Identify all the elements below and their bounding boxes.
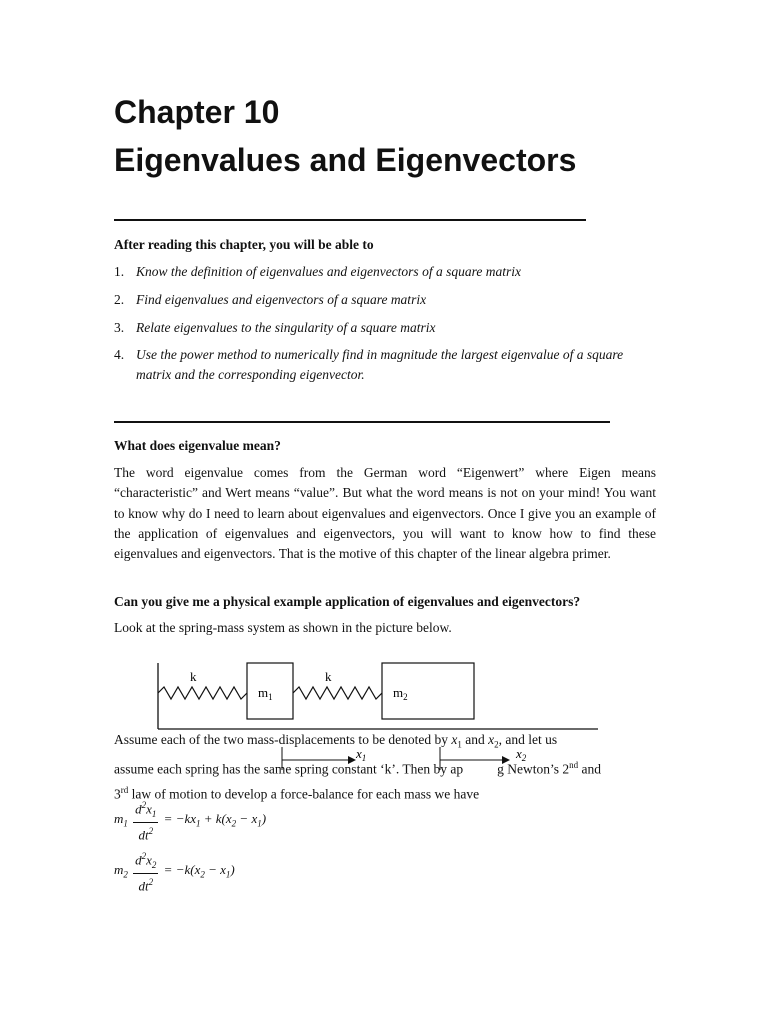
eq-mass: m: [114, 862, 124, 878]
derivative-fraction: [133, 797, 158, 843]
eq-text: x: [146, 801, 152, 817]
subscript: 1: [151, 808, 157, 819]
spring-1-label: k: [190, 669, 197, 684]
text-run: and: [578, 761, 602, 777]
subscript: 1: [457, 739, 462, 750]
subscript: 1: [123, 818, 128, 829]
eq-text: d: [135, 852, 142, 868]
assumption-paragraph: [114, 730, 656, 805]
assumption-line: [114, 755, 656, 780]
spring-2-label: k: [325, 669, 332, 684]
displacement-1-label: $x_1$: [356, 746, 367, 763]
superscript: 2: [148, 876, 154, 887]
denominator: [133, 823, 158, 843]
chapter-title: Eigenvalues and Eigenvectors: [114, 142, 577, 178]
eq-text: = −kx: [160, 811, 197, 827]
eq-text: = −k(x: [160, 862, 201, 878]
objective-item: Use the power method to numerically find in magnitude the largest eigenvalue of a square matrix and the corresponding eigenvector.: [136, 347, 624, 382]
section-question: What does eigenvalue mean?: [114, 438, 281, 453]
text-run: assume each spring has the same spring constant ‘k’. Then by ap: [114, 761, 464, 777]
subscript: 1: [196, 818, 201, 829]
eq-text: dt: [138, 827, 149, 843]
eq-text: ): [230, 862, 235, 878]
superscript: nd: [569, 759, 579, 770]
objective-item: Find eigenvalues and eigenvectors of a square matrix: [136, 292, 427, 307]
superscript: rd: [120, 784, 129, 795]
objective-item: Relate eigenvalues to the singularity of a square matrix: [136, 320, 436, 335]
mass-1-block: [247, 663, 293, 719]
text-run: , and let us: [498, 732, 558, 747]
eq-text: + k(x: [200, 811, 232, 827]
derivative-fraction: [133, 848, 158, 894]
displacement-2-label: $x_2$: [516, 746, 527, 763]
var-x2: x: [488, 732, 495, 747]
numerator: [133, 848, 158, 874]
text-run: g Newton’s 2: [497, 761, 570, 777]
objective-number: 4.: [114, 347, 125, 362]
eq-text: x: [146, 852, 152, 868]
eq-text: dt: [138, 878, 149, 894]
mass-1-label: $m_1$: [258, 685, 273, 702]
mass-2-label: $m_2$: [393, 685, 408, 702]
body-paragraph: The word eigenvalue comes from the German word “Eigenwert” where Eigen means “characteristic” and Wert means “value”. But what the word means is not on your mind! You want to know why do I need to learn about eigenvalues and eigenvectors. Once I give you an example of the application of eigenvalues and eigenvectors, you will want to know how to find these eigenvalues and eigenvectors. That is the motive of this chapter of the linear algebra primer.: [114, 465, 656, 562]
text-run: law of motion to develop a force-balance for each mass we have: [128, 786, 480, 802]
spring-1: [158, 687, 247, 699]
subscript: 2: [200, 869, 205, 880]
text-run: 3: [114, 786, 121, 802]
eq-text: ): [261, 811, 267, 827]
eq-mass: m: [114, 811, 124, 827]
equation-2: [114, 848, 235, 894]
subscript: 2: [123, 869, 128, 880]
subscript: 2: [151, 859, 157, 870]
superscript: 2: [141, 851, 147, 861]
objectives-divider: [114, 421, 610, 423]
eq-text: − x: [204, 862, 226, 878]
subscript: 1: [257, 818, 262, 829]
objective-number: 3.: [114, 320, 125, 335]
var-x1: x: [451, 732, 458, 747]
superscript: 2: [141, 800, 147, 810]
text-run: and: [461, 732, 489, 747]
chapter-number: Chapter 10: [114, 94, 280, 130]
objectives-intro: After reading this chapter, you will be able to: [114, 237, 374, 252]
eq-text: − x: [236, 811, 258, 827]
objective-item: Know the definition of eigenvalues and eigenvectors of a square matrix: [136, 264, 521, 279]
equation-1: [114, 797, 266, 843]
subscript: 1: [225, 869, 231, 880]
eq-text: d: [135, 801, 142, 817]
subscript: 2: [494, 739, 499, 750]
spring-2: [293, 687, 382, 699]
section-question: Can you give me a physical example application of eigenvalues and eigenvectors?: [114, 594, 581, 609]
numerator: [133, 797, 158, 823]
title-divider: [114, 219, 586, 221]
text-run: Assume each of the two mass-displacements to be denoted by: [114, 732, 452, 747]
diagram-lead-text: Look at the spring-mass system as shown in the picture below.: [114, 620, 452, 635]
objective-number: 1.: [114, 264, 125, 279]
denominator: [133, 874, 158, 894]
assumption-line: [114, 730, 656, 755]
objective-number: 2.: [114, 292, 125, 307]
subscript: 2: [231, 818, 237, 829]
superscript: 2: [148, 825, 154, 836]
